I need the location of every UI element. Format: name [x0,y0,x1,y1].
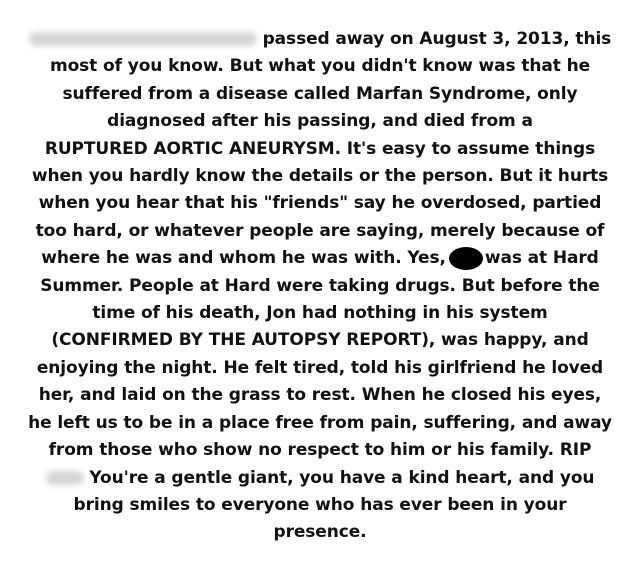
text-line-7: when you hear that his "friends" say he overdosed, partied [38,193,602,214]
blurred-name [46,471,84,485]
redaction-mark [449,247,483,270]
text-line-3: suffered from a disease called Marfan Syndrome, only [62,83,578,104]
text-line-6: when you hardly know the details or the person. But it hurts [31,166,609,187]
text-line-12: (CONFIRMED BY THE AUTOPSY REPORT), was happy, and [51,330,589,351]
text-line-13: enjoying the night. He felt tired, told his girlfriend he loved [36,357,604,378]
text-line-17: You're a gentle giant, you have a kind heart, and you [89,467,595,488]
text-line-9: where he was and whom he was with. Yes, [41,248,446,269]
text-line-16: from those who show no respect to him or his family. RIP [48,440,592,461]
text-line-11: time of his death, Jon had nothing in his system [92,303,548,324]
text-line-9b: was at Hard [484,248,599,269]
text-line-15: he left us to be in a place free from pain, suffering, and away [28,412,612,433]
text-line-10: Summer. People at Hard were taking drugs. But before the [40,275,600,296]
text-line-5: RUPTURED AORTIC ANEURYSM. It's easy to assume things [44,138,596,159]
text-line-19: presence. [273,522,367,543]
blurred-full-name [29,32,257,46]
text-line-2: most of you know. But what you didn't know was that he [49,56,591,77]
memorial-text [14,26,626,547]
text-line-18: bring smiles to everyone who has ever been in your [73,494,567,515]
text-line-4: diagnosed after his passing, and died from a [107,111,533,132]
text-line-8: too hard, or whatever people are saying, merely because of [35,220,605,241]
text-line-1: passed away on August 3, 2013, this [262,29,612,49]
text-line-14: her, and laid on the grass to rest. When he closed his eyes, [38,385,602,406]
